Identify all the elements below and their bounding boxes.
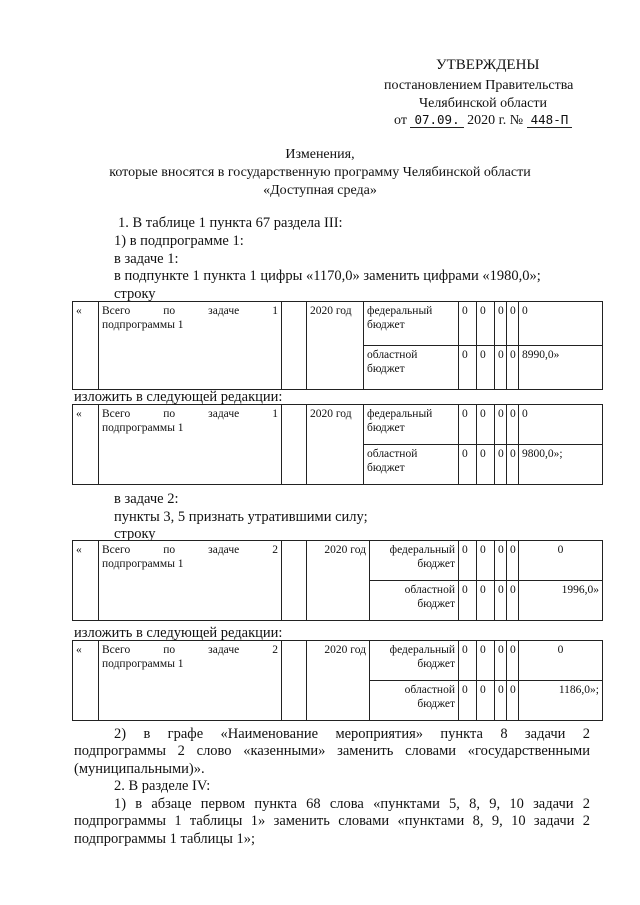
source-cell: федеральный бюджет	[370, 641, 459, 681]
value-cell: 0	[459, 681, 477, 721]
value-cell: 0	[477, 405, 495, 445]
year-cell: 2020 год	[307, 405, 364, 485]
value-cell: 0	[495, 581, 507, 621]
table-row	[73, 302, 603, 346]
value-cell: 0	[495, 681, 507, 721]
year-cell: 2020 год	[307, 541, 370, 621]
total-cell: 9800,0»;	[519, 445, 603, 485]
table-2	[72, 404, 603, 485]
table-row	[73, 641, 603, 681]
empty-cell	[282, 405, 307, 485]
total-cell: 1996,0»	[519, 581, 603, 621]
value-cell: 0	[495, 641, 507, 681]
paragraph-12: подпрограммы 2 слово «казенными» заменить словами «государственными	[74, 743, 590, 759]
value-cell: 0	[507, 445, 519, 485]
source-cell: федеральный бюджет	[364, 405, 459, 445]
name-line-1: Всего по задаче 2	[102, 644, 278, 656]
name-cell	[99, 641, 282, 721]
value-cell: 0	[495, 346, 507, 390]
value-cell: 0	[495, 445, 507, 485]
paragraph-1: 1. В таблице 1 пункта 67 раздела III:	[118, 215, 343, 231]
value-cell: 0	[477, 581, 495, 621]
total-cell: 0	[519, 641, 603, 681]
approval-number: 448-П	[527, 113, 573, 128]
approval-year: 2020 г. №	[467, 113, 524, 128]
total-cell: 0	[519, 541, 603, 581]
empty-cell	[282, 302, 307, 390]
paragraph-13: (муниципальными)».	[74, 761, 205, 777]
value-cell: 0	[477, 346, 495, 390]
value-cell: 0	[459, 346, 477, 390]
approval-line-1: постановлением Правительства	[384, 78, 574, 93]
table-1	[72, 301, 603, 390]
name-cell	[99, 405, 282, 485]
table-row	[73, 405, 603, 445]
value-cell: 0	[477, 681, 495, 721]
value-cell: 0	[495, 302, 507, 346]
paragraph-6: изложить в следующей редакции:	[74, 389, 283, 405]
heading-line-2: которые вносятся в государственную программу Челябинской области	[109, 165, 531, 180]
value-cell: 0	[507, 346, 519, 390]
total-cell: 1186,0»;	[519, 681, 603, 721]
value-cell: 0	[495, 541, 507, 581]
table-4	[72, 640, 603, 721]
value-cell: 0	[507, 302, 519, 346]
value-cell: 0	[459, 641, 477, 681]
paragraph-3: в задаче 1:	[114, 251, 179, 267]
quote-cell: «	[73, 302, 99, 390]
total-cell: 0	[519, 302, 603, 346]
paragraph-7: в задаче 2:	[114, 491, 179, 507]
value-cell: 0	[495, 405, 507, 445]
empty-cell	[282, 641, 307, 721]
value-cell: 0	[507, 541, 519, 581]
year-cell: 2020 год	[307, 302, 364, 390]
paragraph-10: изложить в следующей редакции:	[74, 625, 283, 641]
from-label: от	[394, 113, 407, 128]
value-cell: 0	[459, 302, 477, 346]
paragraph-15: 1) в абзаце первом пункта 68 слова «пунктами 5, 8, 9, 10 задачи 2	[114, 796, 590, 812]
value-cell: 0	[507, 641, 519, 681]
heading-line-3: «Доступная среда»	[263, 183, 377, 198]
name-line-1: Всего по задаче 1	[102, 408, 278, 420]
value-cell: 0	[477, 541, 495, 581]
paragraph-9: строку	[114, 526, 156, 542]
quote-cell: «	[73, 641, 99, 721]
source-cell: областной бюджет	[370, 581, 459, 621]
value-cell: 0	[507, 581, 519, 621]
paragraph-17: подпрограммы 1 таблицы 1»;	[74, 831, 256, 847]
quote-cell: «	[73, 405, 99, 485]
approval-date: 07.09.	[410, 113, 463, 128]
source-cell: областной бюджет	[370, 681, 459, 721]
year-cell: 2020 год	[307, 641, 370, 721]
name-cell	[99, 541, 282, 621]
table-3	[72, 540, 603, 621]
total-cell: 0	[519, 405, 603, 445]
source-cell: областной бюджет	[364, 346, 459, 390]
paragraph-2: 1) в подпрограмме 1:	[114, 233, 244, 249]
source-cell: областной бюджет	[364, 445, 459, 485]
approval-date-line	[394, 112, 572, 129]
name-line-2: подпрограммы 1	[102, 558, 184, 570]
paragraph-8: пункты 3, 5 признать утратившими силу;	[114, 509, 368, 525]
approval-line-2: Челябинской области	[419, 96, 547, 111]
total-cell: 8990,0»	[519, 346, 603, 390]
value-cell: 0	[507, 681, 519, 721]
paragraph-5: строку	[114, 286, 156, 302]
name-line-2: подпрограммы 1	[102, 658, 184, 670]
name-line-2: подпрограммы 1	[102, 422, 184, 434]
source-cell: федеральный бюджет	[370, 541, 459, 581]
value-cell: 0	[477, 302, 495, 346]
value-cell: 0	[507, 405, 519, 445]
value-cell: 0	[459, 445, 477, 485]
empty-cell	[282, 541, 307, 621]
approval-title: УТВЕРЖДЕНЫ	[436, 57, 540, 73]
name-cell	[99, 302, 282, 390]
value-cell: 0	[459, 541, 477, 581]
value-cell: 0	[477, 445, 495, 485]
paragraph-4: в подпункте 1 пункта 1 цифры «1170,0» заменить цифрами «1980,0»;	[114, 268, 541, 284]
quote-cell: «	[73, 541, 99, 621]
paragraph-16: подпрограммы 1 таблицы 1» заменить словами «пунктами 8, 9, 10 задачи 2	[74, 813, 590, 829]
heading-line-1: Изменения,	[285, 147, 355, 162]
name-line-1: Всего по задаче 2	[102, 544, 278, 556]
value-cell: 0	[459, 581, 477, 621]
value-cell: 0	[477, 641, 495, 681]
source-cell: федеральный бюджет	[364, 302, 459, 346]
paragraph-11: 2) в графе «Наименование мероприятия» пункта 8 задачи 2	[114, 726, 590, 742]
value-cell: 0	[459, 405, 477, 445]
paragraph-14: 2. В разделе IV:	[114, 778, 211, 794]
name-line-1: Всего по задаче 1	[102, 305, 278, 317]
name-line-2: подпрограммы 1	[102, 319, 184, 331]
table-row	[73, 541, 603, 581]
